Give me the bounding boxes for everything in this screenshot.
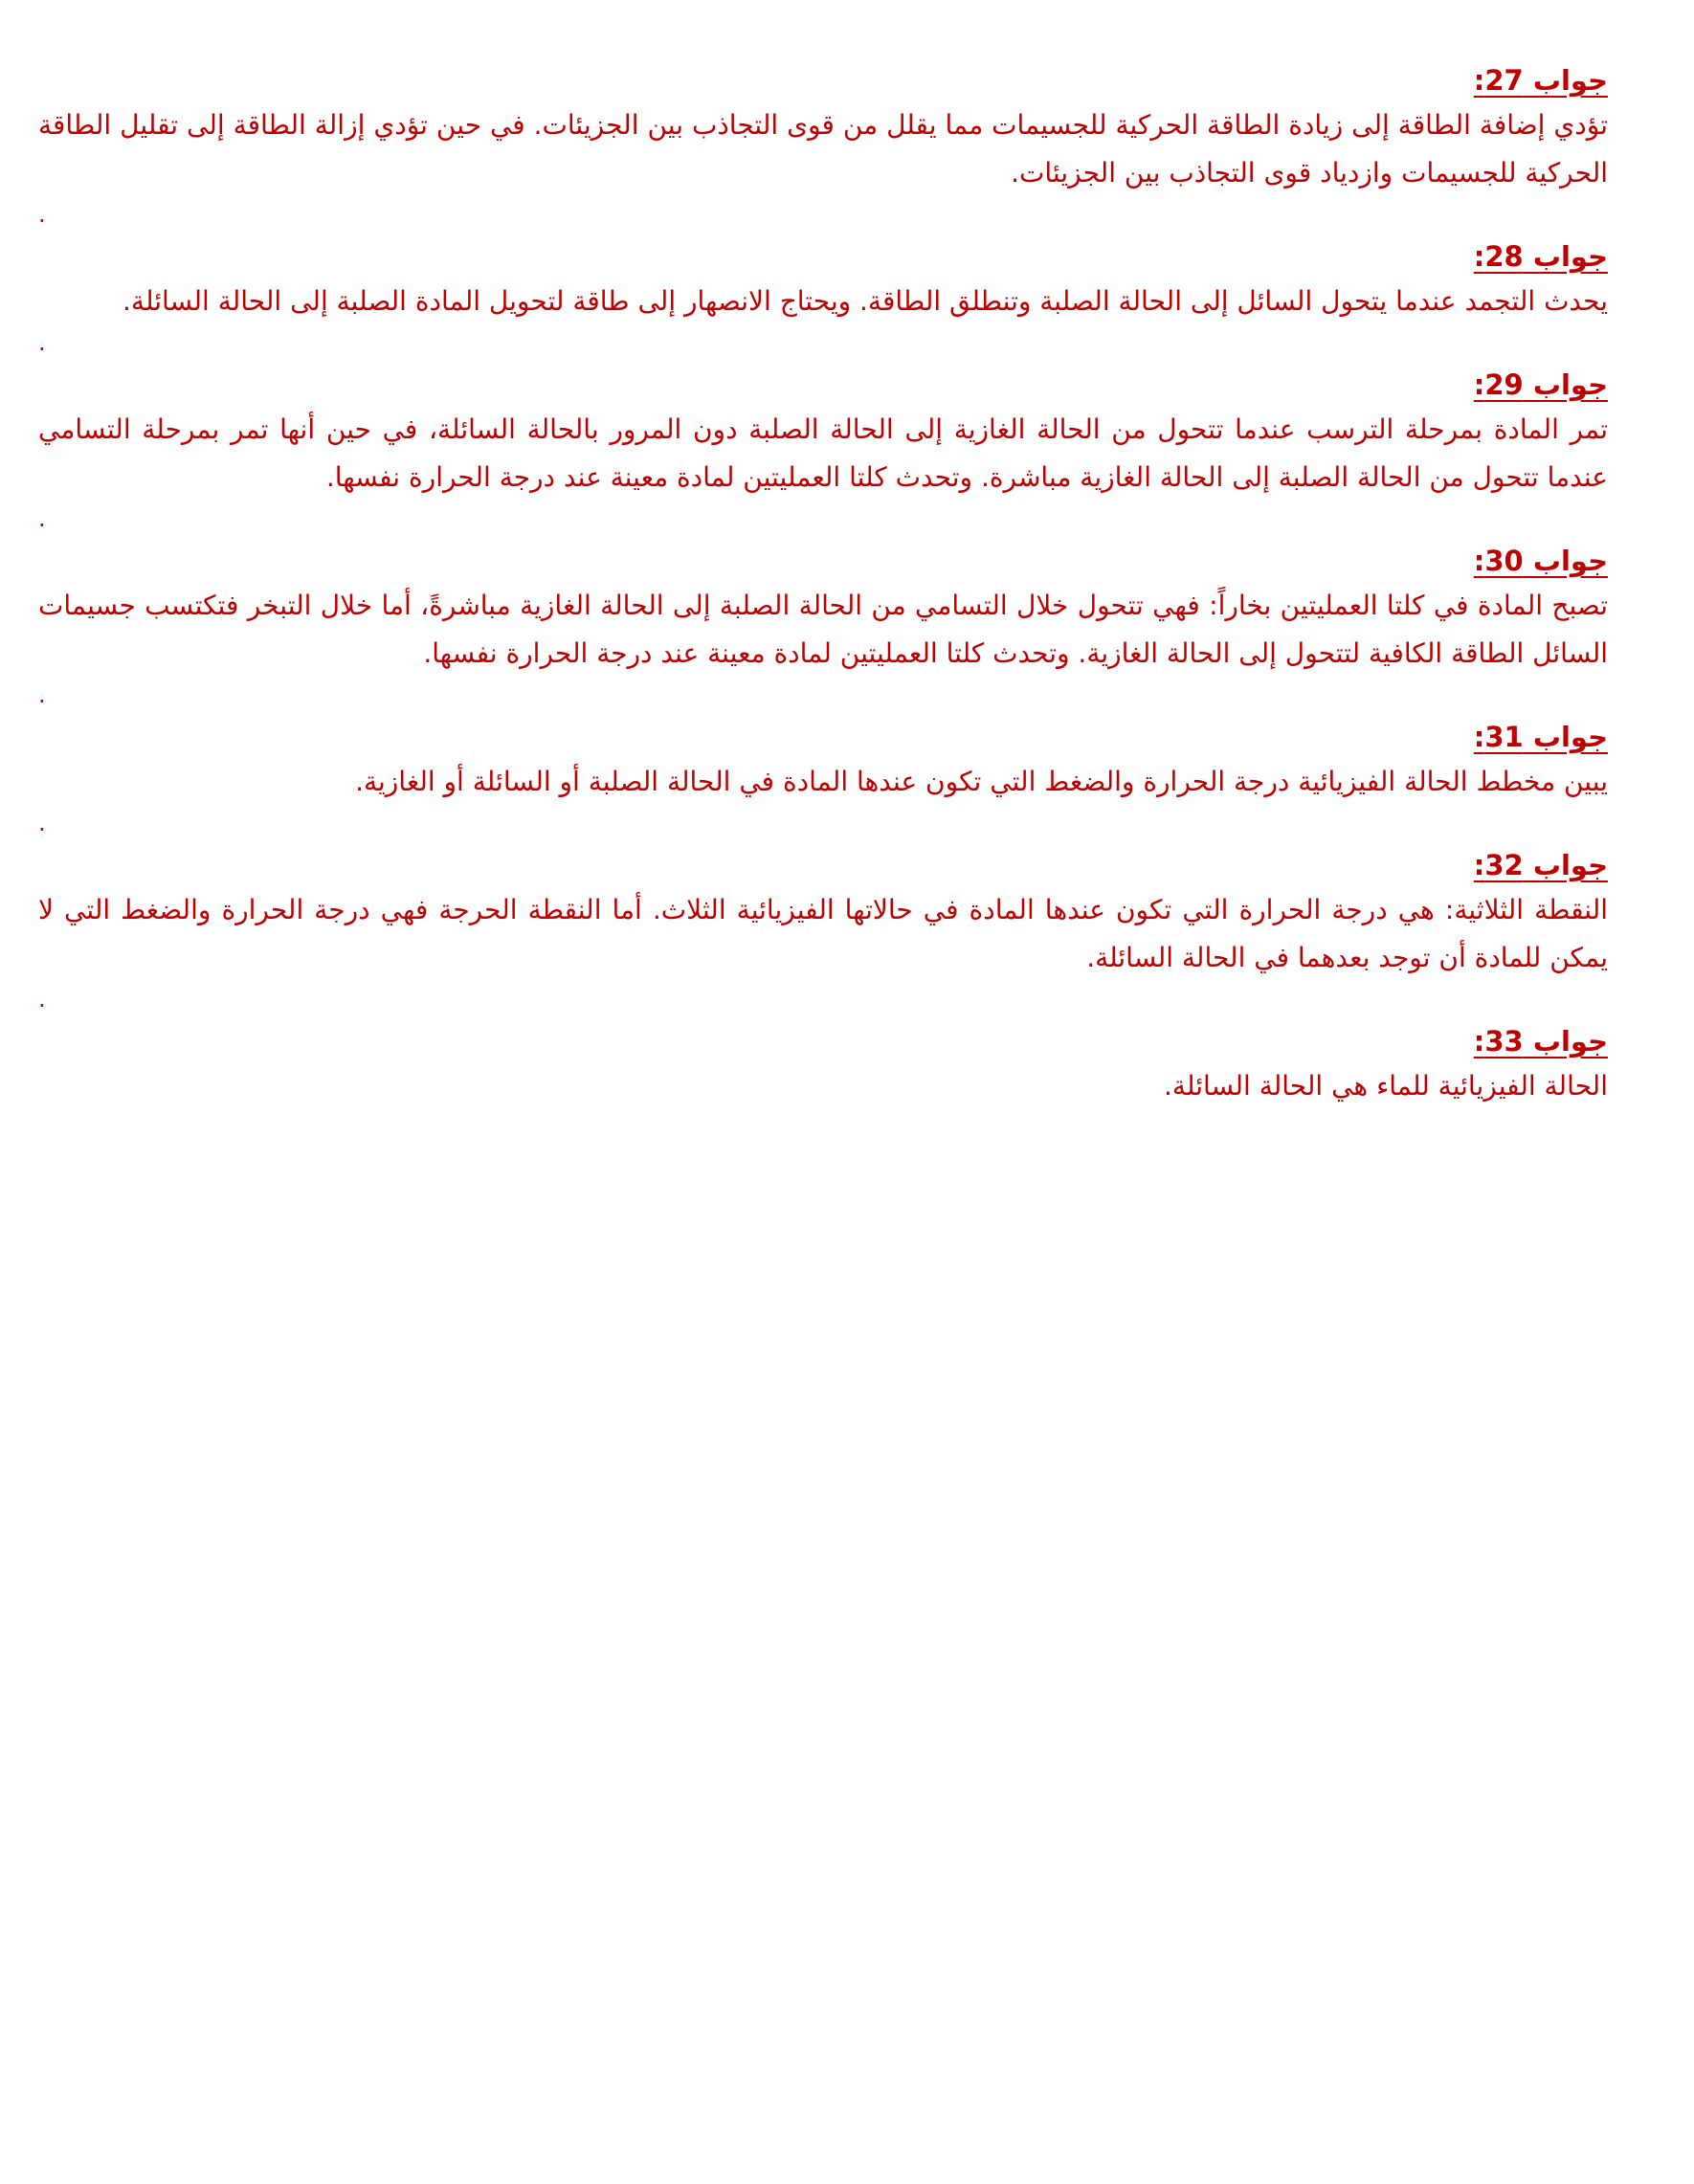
answer-text: النقطة الثلاثية: هي درجة الحرارة التي تكون عندها المادة في حالاتها الفيزيائية الثلاث. أما النقطة الحرجة فهي درجة الحرارة والضغط التي لا يمكن للمادة أن توجد بعدهما في الحالة السائلة. <box>38 894 1608 973</box>
answer-heading: جواب 28: <box>1473 240 1608 273</box>
answer-heading: جواب 33: <box>1473 1025 1608 1058</box>
answer-33 <box>38 1020 1608 1110</box>
separator-dot: . <box>38 329 46 356</box>
separator-dot: . <box>38 201 46 228</box>
answer-text: الحالة الفيزيائية للماء هي الحالة السائلة. <box>1164 1070 1608 1102</box>
answer-28 <box>38 235 1608 364</box>
answer-text: يحدث التجمد عندما يتحول السائل إلى الحالة الصلبة وتنطلق الطاقة. ويحتاج الانصهار إلى طاقة لتحويل المادة الصلبة إلى الحالة السائلة. <box>123 285 1608 317</box>
separator-dot: . <box>38 986 46 1013</box>
answer-27 <box>38 59 1608 235</box>
answer-text: تمر المادة بمرحلة الترسب عندما تتحول من الحالة الغازية إلى الحالة الصلبة دون المرور بالحالة السائلة، في حين أنها تمر بمرحلة التسامي عندما تتحول من الحالة الصلبة إلى الحالة الغازية مباشرة. وتحدث كلتا العمليتين لمادة معينة عند درجة الحرارة نفسها. <box>38 413 1608 493</box>
answer-heading: جواب 30: <box>1473 545 1608 577</box>
answer-text: يبين مخطط الحالة الفيزيائية درجة الحرارة والضغط التي تكون عندها المادة في الحالة الصلبة أو السائلة أو الغازية. <box>355 766 1608 797</box>
answer-text: تصبح المادة في كلتا العمليتين بخاراً: فهي تتحول خلال التسامي من الحالة الصلبة إلى الحالة الغازية مباشرةً، أما خلال التبخر فتكتسب جسيمات السائل الطاقة الكافية لتتحول إلى الحالة الغازية. وتحدث كلتا العمليتين لمادة معينة عند درجة الحرارة نفسها. <box>38 590 1608 669</box>
answer-heading: جواب 32: <box>1473 849 1608 881</box>
answer-30 <box>38 540 1608 716</box>
answer-heading: جواب 31: <box>1473 721 1608 753</box>
answer-heading: جواب 29: <box>1473 368 1608 401</box>
answer-29 <box>38 364 1608 540</box>
answers-document <box>38 59 1608 1110</box>
answer-heading: جواب 27: <box>1473 64 1608 97</box>
answer-text: تؤدي إضافة الطاقة إلى زيادة الطاقة الحركية للجسيمات مما يقلل من قوى التجاذب بين الجزيئات. في حين تؤدي إزالة الطاقة إلى تقليل الطاقة الحركية للجسيمات وازدياد قوى التجاذب بين الجزيئات. <box>38 109 1608 189</box>
answer-32 <box>38 844 1608 1020</box>
answer-31 <box>38 716 1608 844</box>
separator-dot: . <box>38 505 46 532</box>
separator-dot: . <box>38 681 46 708</box>
separator-dot: . <box>38 810 46 836</box>
